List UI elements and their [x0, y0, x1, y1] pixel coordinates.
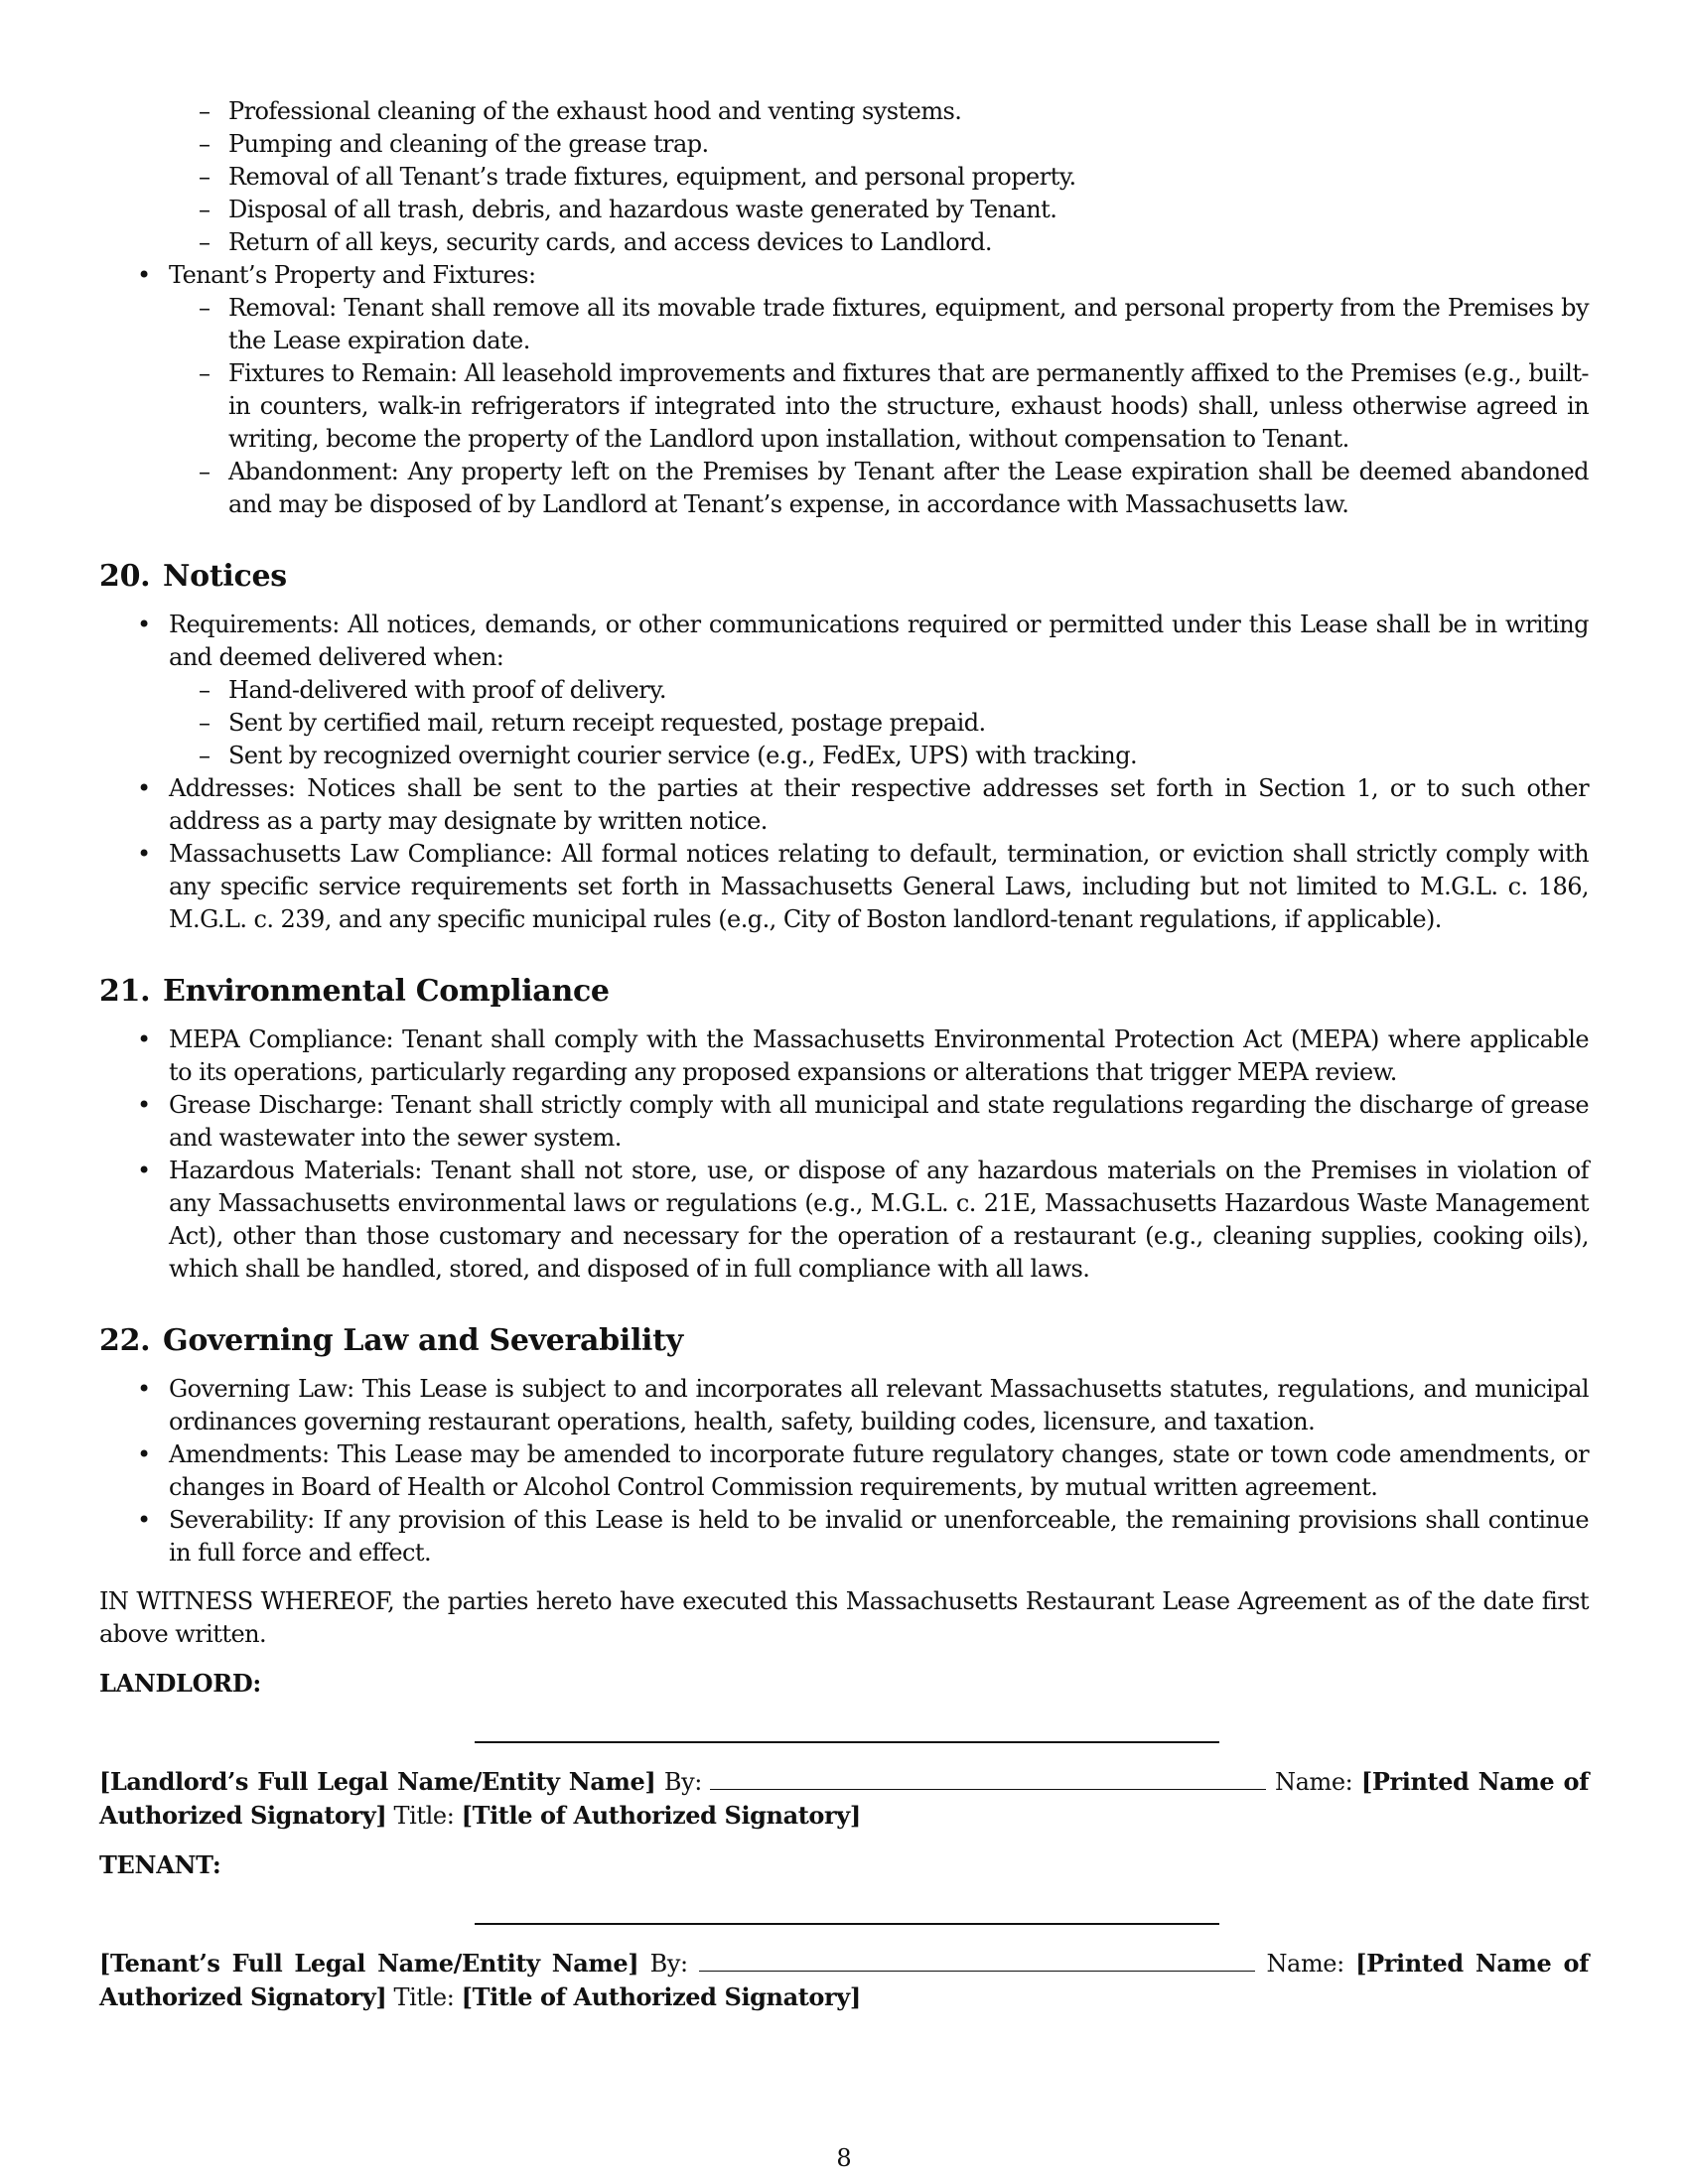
- tenant-signature-block: [Tenant’s Full Legal Name/Entity Name] By: Name: [Printed Name of Authorized Signatory] Title: [Title of Authorized Signatory]: [99, 1949, 1589, 2011]
- tenant-by-blank[interactable]: [699, 1949, 1255, 1972]
- list-item: – Removal of all Tenant’s trade fixtures, equipment, and personal property.: [99, 161, 1589, 194]
- list-item: – Abandonment: Any property left on the Premises by Tenant after the Lease expiration shall be deemed abandoned and may be disposed of by Landlord at Tenant’s expense, in accordance with Massachusetts law.: [99, 456, 1589, 521]
- landlord-by-blank[interactable]: [710, 1767, 1266, 1790]
- section-22: [99, 1321, 1589, 1570]
- section-heading: 20. Notices: [99, 559, 287, 594]
- governing-law-list: [99, 1373, 1589, 1570]
- tenant-property-sub-list: [169, 292, 1589, 521]
- environmental-list: [99, 1024, 1589, 1286]
- tenant-signature-line[interactable]: [475, 1923, 1219, 1925]
- list-item: • Severability: If any provision of this Lease is held to be invalid or unenforceable, the remaining provisions shall continue in full force and effect.: [99, 1504, 1589, 1570]
- page-number: 8: [836, 2144, 852, 2172]
- list-item: [99, 95, 1589, 259]
- landlord-name-placeholder: [Landlord’s Full Legal Name/Entity Name]: [99, 1767, 656, 1796]
- list-item: • MEPA Compliance: Tenant shall comply with the Massachusetts Environmental Protection Act (MEPA) where applicable to its operations, particularly regarding any proposed expansions or alterations that trigger MEPA review.: [99, 1024, 1589, 1089]
- list-item: • Requirements: All notices, demands, or other communications required or permitted under this Lease shall be in writing and deemed delivered when: – Hand-delivered with proof of delivery. – Sent by certified mail, return receipt requested, postage prepaid. – Sent by recognized overnight courier service (e.g., FedEx, UPS) with tracking.: [99, 609, 1589, 772]
- list-item: – Sent by recognized overnight courier service (e.g., FedEx, UPS) with tracking.: [99, 740, 1589, 772]
- list-item: • Addresses: Notices shall be sent to the parties at their respective addresses set forth in Section 1, or to such other address as a party may designate by written notice.: [99, 772, 1589, 838]
- list-item: – Hand-delivered with proof of delivery.: [99, 674, 1589, 707]
- list-item: – Sent by certified mail, return receipt requested, postage prepaid.: [99, 707, 1589, 740]
- landlord-signature-line[interactable]: [475, 1741, 1219, 1743]
- list-item: • Amendments: This Lease may be amended to incorporate future regulatory changes, state or town code amendments, or changes in Board of Health or Alcohol Control Commission requirements, by mutual written agreement.: [99, 1438, 1589, 1504]
- section-21: [99, 972, 1589, 1286]
- tenant-name-placeholder: [Tenant’s Full Legal Name/Entity Name]: [99, 1949, 639, 1978]
- landlord-signature-block: [Landlord’s Full Legal Name/Entity Name] By: Name: [Printed Name of Authorized Signatory] Title: [Title of Authorized Signatory]: [99, 1767, 1590, 1830]
- list-item: – Pumping and cleaning of the grease trap.: [99, 128, 1589, 161]
- list-item: • Grease Discharge: Tenant shall strictly comply with all municipal and state regulations regarding the discharge of grease and wastewater into the sewer system.: [99, 1089, 1589, 1155]
- list-item: – Removal: Tenant shall remove all its movable trade fixtures, equipment, and personal property from the Premises by the Lease expiration date.: [99, 292, 1589, 357]
- delivery-methods-list: [169, 674, 1589, 772]
- document-page: [99, 95, 1589, 2014]
- tenant-label: TENANT:: [99, 1850, 221, 1879]
- termination-obligations-list: [99, 95, 1589, 521]
- surrender-sub-list: [169, 95, 1589, 259]
- section-20: [99, 557, 1589, 936]
- list-item: – Fixtures to Remain: All leasehold improvements and fixtures that are permanently affixed to the Premises (e.g., built-in counters, walk-in refrigerators if integrated into the structure, exhaust hoods) shall, unless otherwise agreed in writing, become the property of the Landlord upon installation, without compensation to Tenant.: [99, 357, 1589, 456]
- landlord-label: LANDLORD:: [99, 1669, 261, 1698]
- list-item: • Hazardous Materials: Tenant shall not store, use, or dispose of any hazardous materials on the Premises in violation of any Massachusetts environmental laws or regulations (e.g., M.G.L. c. 21E, Massachusetts Hazardous Waste Management Act), other than those customary and necessary for the operation of a restaurant (e.g., cleaning supplies, cooking oils), which shall be handled, stored, and disposed of in full compliance with all laws.: [99, 1155, 1589, 1286]
- list-item: • Governing Law: This Lease is subject to and incorporates all relevant Massachusetts statutes, regulations, and municipal ordinances governing restaurant operations, health, safety, building codes, licensure, and taxation.: [99, 1373, 1589, 1438]
- witness-clause: IN WITNESS WHEREOF, the parties hereto have executed this Massachusetts Restaurant Lease Agreement as of the date first above written.: [99, 1587, 1589, 1648]
- list-item: [99, 259, 1589, 521]
- notices-list: [99, 609, 1589, 936]
- list-item: – Disposal of all trash, debris, and hazardous waste generated by Tenant.: [99, 194, 1589, 226]
- list-item: – Professional cleaning of the exhaust hood and venting systems.: [99, 95, 1589, 128]
- tenant-property-label: Tenant’s Property and Fixtures:: [169, 261, 536, 289]
- section-heading: 22. Governing Law and Severability: [99, 1323, 683, 1358]
- list-item: – Return of all keys, security cards, and access devices to Landlord.: [99, 226, 1589, 259]
- list-item: • Massachusetts Law Compliance: All formal notices relating to default, termination, or eviction shall strictly comply with any specific service requirements set forth in Massachusetts General Laws, including but not limited to M.G.L. c. 186, M.G.L. c. 239, and any specific municipal rules (e.g., City of Boston landlord-tenant regulations, if applicable).: [99, 838, 1589, 936]
- section-heading: 21. Environmental Compliance: [99, 974, 610, 1009]
